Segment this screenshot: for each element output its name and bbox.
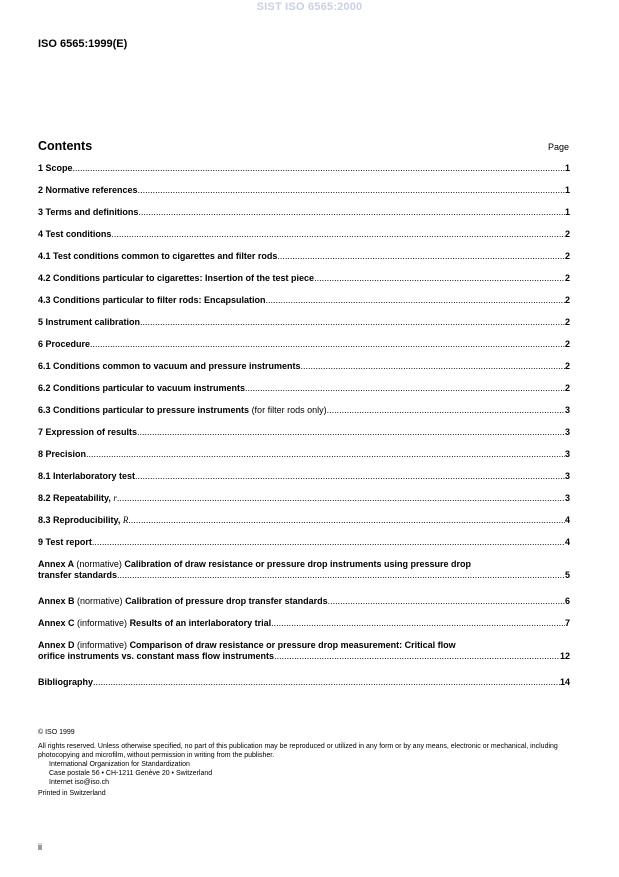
dot-leader [138, 207, 565, 218]
toc-entry-title [38, 207, 138, 218]
toc-entry-suffix: (for filter rods only) [251, 405, 327, 415]
toc-entry-title [38, 651, 274, 662]
toc-entry[interactable] [38, 273, 570, 284]
toc-entry-title [38, 295, 266, 306]
dot-leader [117, 493, 565, 504]
toc-entry-text: Results of an interlaboratory trial [129, 618, 272, 628]
toc-entry-text: 3 Terms and definitions [38, 207, 139, 217]
dot-leader [86, 449, 565, 460]
toc-entry-text: 2 Normative references [38, 185, 138, 195]
toc-entry-text: 8 Precision [38, 449, 87, 459]
toc-entry-title [38, 273, 314, 284]
toc-entry[interactable] [38, 515, 570, 526]
dot-leader [135, 471, 565, 482]
toc-entry-page: 12 [559, 651, 570, 661]
toc-entry[interactable] [38, 295, 570, 306]
toc-entry-page: 3 [564, 405, 570, 415]
toc-entry-page: 2 [564, 339, 570, 349]
dot-leader [93, 677, 560, 688]
copyright-line: © ISO 1999 [38, 729, 75, 736]
toc-entry-text: orifice instruments vs. constant mass flow instruments [38, 651, 275, 661]
toc-entry-page: 1 [564, 185, 570, 195]
dot-leader [92, 537, 565, 548]
annex-kind: (informative) [77, 640, 128, 650]
toc-entry-page: 3 [564, 471, 570, 481]
toc-entry-text: 8.1 Interlaboratory test [38, 471, 136, 481]
toc-entry[interactable] [38, 251, 570, 262]
annex-title-line1: Comparison of draw resistance or pressure drop measurement: Critical flow [129, 640, 456, 650]
toc-entry-page: 1 [564, 207, 570, 217]
dot-leader [111, 229, 565, 240]
toc-entry-title [38, 405, 327, 416]
toc-entry-text: 6 Procedure [38, 339, 91, 349]
dot-leader [140, 317, 565, 328]
dot-leader [128, 515, 565, 526]
annex-label: Annex D [38, 640, 75, 650]
toc-entry-title [38, 493, 117, 504]
dot-leader [271, 618, 565, 629]
dot-leader [245, 383, 565, 394]
rights-statement: All rights reserved. Unless otherwise specified, no part of this publication may be reproduced or utilized in any form or by any means, electronic or mechanical, including photocopying and microfilm, without permission in writing from the publisher. [38, 743, 558, 759]
toc-entry-page: 2 [564, 273, 570, 283]
toc-entry[interactable] [38, 229, 570, 240]
toc-entry-page: 2 [564, 383, 570, 393]
toc-entry[interactable] [38, 207, 570, 218]
toc-entry-page: 6 [564, 596, 570, 606]
toc-entry-page: 2 [564, 361, 570, 371]
toc-entry[interactable] [38, 383, 570, 394]
toc-entry-page: 5 [564, 570, 570, 580]
contents-title: Contents [38, 139, 93, 153]
toc-entry[interactable] [38, 317, 570, 328]
toc-entry[interactable] [38, 537, 570, 548]
toc-entry-symbol: r [113, 493, 117, 503]
toc-entry-page: 7 [564, 618, 570, 628]
dot-leader [328, 596, 565, 607]
dot-leader [327, 405, 565, 416]
toc-entry-page: 4 [564, 537, 570, 547]
toc-entry-text: 8.3 Reproducibility, [38, 515, 121, 525]
dot-leader [117, 570, 565, 581]
toc-entry-text: 4 Test conditions [38, 229, 112, 239]
toc-entry-text: 4.1 Test conditions common to cigarettes and filter rods [38, 251, 278, 261]
organization-address: Case postale 56 • CH-1211 Genève 20 • Switzerland [49, 770, 213, 777]
toc-entry-title [38, 427, 137, 438]
toc-entry-text: 8.2 Repeatability, [38, 493, 111, 503]
toc-entry-title [38, 383, 245, 394]
annex-kind: (normative) [77, 596, 123, 606]
toc-entry-symbol: R [122, 515, 129, 525]
toc-entry[interactable] [38, 559, 570, 581]
toc-entry[interactable] [38, 427, 570, 438]
toc-entry-text: Calibration of pressure drop transfer standards [125, 596, 328, 606]
dot-leader [314, 273, 565, 284]
toc-entry-text: 6.3 Conditions particular to pressure instruments [38, 405, 250, 415]
toc-entry-text: 6.2 Conditions particular to vacuum instruments [38, 383, 246, 393]
toc-entry-title [38, 339, 90, 350]
toc-entry-title [38, 618, 271, 629]
toc-entry[interactable] [38, 493, 570, 504]
toc-entry-page: 3 [564, 449, 570, 459]
toc-entry-page: 2 [564, 295, 570, 305]
toc-entry-title [38, 229, 111, 240]
toc-entry-page: 3 [564, 427, 570, 437]
toc-entry[interactable] [38, 640, 570, 662]
toc-entry[interactable] [38, 339, 570, 350]
toc-entry[interactable] [38, 361, 570, 372]
toc-entry-title [38, 251, 277, 262]
toc-entry-title [38, 537, 92, 548]
toc-entry-title [38, 515, 128, 526]
annex-kind: (normative) [76, 559, 122, 569]
toc-entry[interactable] [38, 405, 570, 416]
toc-entry-page: 4 [564, 515, 570, 525]
dot-leader [137, 427, 565, 438]
toc-entry[interactable] [38, 163, 570, 174]
annex-label: Annex B [38, 596, 75, 606]
toc-entry-first-line [38, 640, 570, 651]
dot-leader [266, 295, 565, 306]
organization-internet: Internet iso@iso.ch [49, 779, 110, 786]
toc-entry-page: 1 [564, 163, 570, 173]
toc-entry-page: 2 [564, 251, 570, 261]
page-number: ii [38, 842, 42, 852]
toc-entry-text: 4.3 Conditions particular to filter rods: Encapsulation [38, 295, 266, 305]
annex-title-line1: Calibration of draw resistance or pressure drop instruments using pressure drop [124, 559, 471, 569]
toc-entry[interactable] [38, 596, 570, 607]
toc-entry-page: 2 [564, 229, 570, 239]
annex-kind: (informative) [77, 618, 128, 628]
dot-leader [73, 163, 565, 174]
toc-entry-text: 4.2 Conditions particular to cigarettes: Insertion of the test piece [38, 273, 315, 283]
toc-entry[interactable] [38, 471, 570, 482]
copyright-footer [38, 728, 578, 798]
annex-label: Annex C [38, 618, 75, 628]
toc-entry-title [38, 449, 86, 460]
printed-in: Printed in Switzerland [38, 790, 106, 797]
toc-entry-first-line [38, 559, 570, 570]
toc-entry-title [38, 471, 135, 482]
toc-entry-text: Bibliography [38, 677, 94, 687]
dot-leader [277, 251, 565, 262]
page-column-label: Page [547, 142, 569, 152]
document-id: ISO 6565:1999(E) [38, 38, 128, 50]
toc-entry-title [38, 570, 117, 581]
toc-entry[interactable] [38, 618, 570, 629]
toc-entry-text: transfer standards [38, 570, 118, 580]
toc-entry-title [38, 677, 93, 688]
toc-entry-title [38, 163, 73, 174]
toc-entry-text: 9 Test report [38, 537, 92, 547]
dot-leader [301, 361, 565, 372]
toc-entry-text: 5 Instrument calibration [38, 317, 141, 327]
toc-entry-text: 1 Scope [38, 163, 73, 173]
toc-entry-title [38, 185, 138, 196]
toc-entry-page: 2 [564, 317, 570, 327]
toc-entry-title [38, 317, 140, 328]
dot-leader [274, 651, 560, 662]
organization-name: International Organization for Standardization [49, 761, 190, 768]
toc-entry-title [38, 361, 301, 372]
toc-entry[interactable] [38, 185, 570, 196]
toc-entry-text: 6.1 Conditions common to vacuum and pressure instruments [38, 361, 301, 371]
toc-entry[interactable] [38, 449, 570, 460]
toc-entry-title [38, 596, 328, 607]
annex-label: Annex A [38, 559, 74, 569]
watermark: SIST ISO 6565:2000 [256, 1, 363, 13]
dot-leader [138, 185, 565, 196]
toc-entry-page: 14 [559, 677, 570, 687]
toc-entry-page: 3 [564, 493, 570, 503]
toc-entry[interactable] [38, 677, 570, 688]
toc-entry-text: 7 Expression of results [38, 427, 138, 437]
dot-leader [90, 339, 565, 350]
